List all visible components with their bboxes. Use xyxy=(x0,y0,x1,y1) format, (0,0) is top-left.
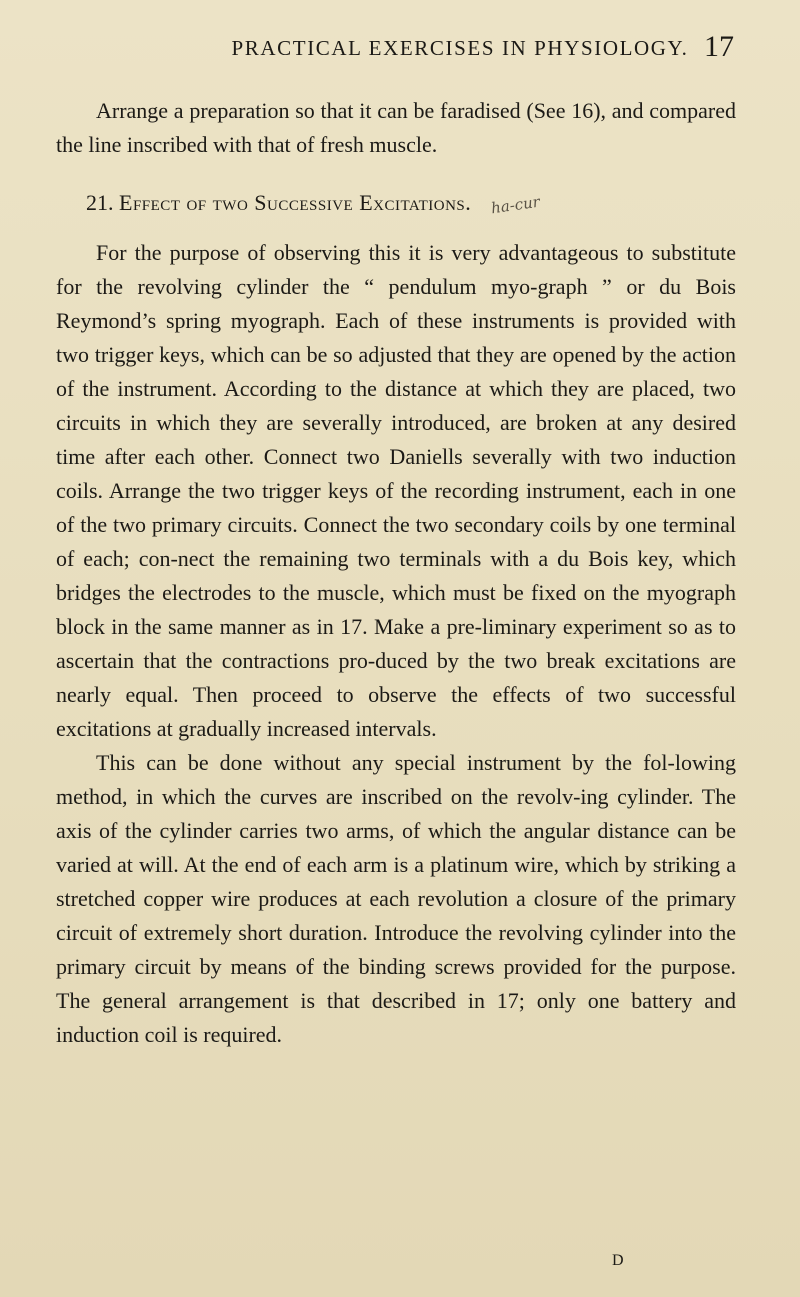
section-heading xyxy=(56,186,736,222)
page-header xyxy=(100,30,740,76)
running-head: PRACTICAL EXERCISES IN PHYSIOLOGY. xyxy=(231,36,689,60)
page-number: 17 xyxy=(704,30,734,63)
paragraph-1: For the purpose of observing this it is very advantageous to substitute for the revolving cylinder the “ pendulum myo-graph ” or du Bois Reymond’s spring myograph. Each of these instruments is provided with two trigger keys, which can be so adjusted that they are opened by the action of the instrument. According to the distance at which they are placed, two circuits in which they are severally introduced, are broken at any desired time after each other. Connect two Daniells severally with two induction coils. Arrange the two trigger keys of the recording instrument, each in one of the two primary circuits. Connect the two secondary coils by one terminal of each; con-nect the remaining two terminals with a du Bois key, which bridges the electrodes to the muscle, which must be fixed on the myograph block in the same manner as in 17. Make a pre-liminary experiment so as to ascertain that the contractions pro-duced by the two break excitations are nearly equal. Then proceed to observe the effects of two successful excitations at gradually increased intervals. xyxy=(56,240,736,741)
body-text xyxy=(56,94,736,1052)
section-title: Effect of two Successive Excitations. xyxy=(119,190,472,215)
section-number: 21. xyxy=(86,190,114,215)
paragraph-2: This can be done without any special instrument by the fol-lowing method, in which the curves are inscribed on the revolv-ing cylinder. The axis of the cylinder carries two arms, of which the angular distance can be varied at will. At the end of each arm is a platinum wire, which by striking a stretched copper wire produces at each revolution a closure of the primary circuit of extremely short duration. Introduce the revolving cylinder into the primary circuit by means of the binding screws provided for the purpose. The general arrangement is that described in 17; only one battery and induction coil is required. xyxy=(56,750,736,1047)
intro-paragraph: Arrange a preparation so that it can be faradised (See 16), and compared the line inscribed with that of fresh muscle. xyxy=(56,98,736,157)
signature-mark: D xyxy=(612,1252,625,1269)
handwritten-annotation: ha-cur xyxy=(489,192,541,218)
